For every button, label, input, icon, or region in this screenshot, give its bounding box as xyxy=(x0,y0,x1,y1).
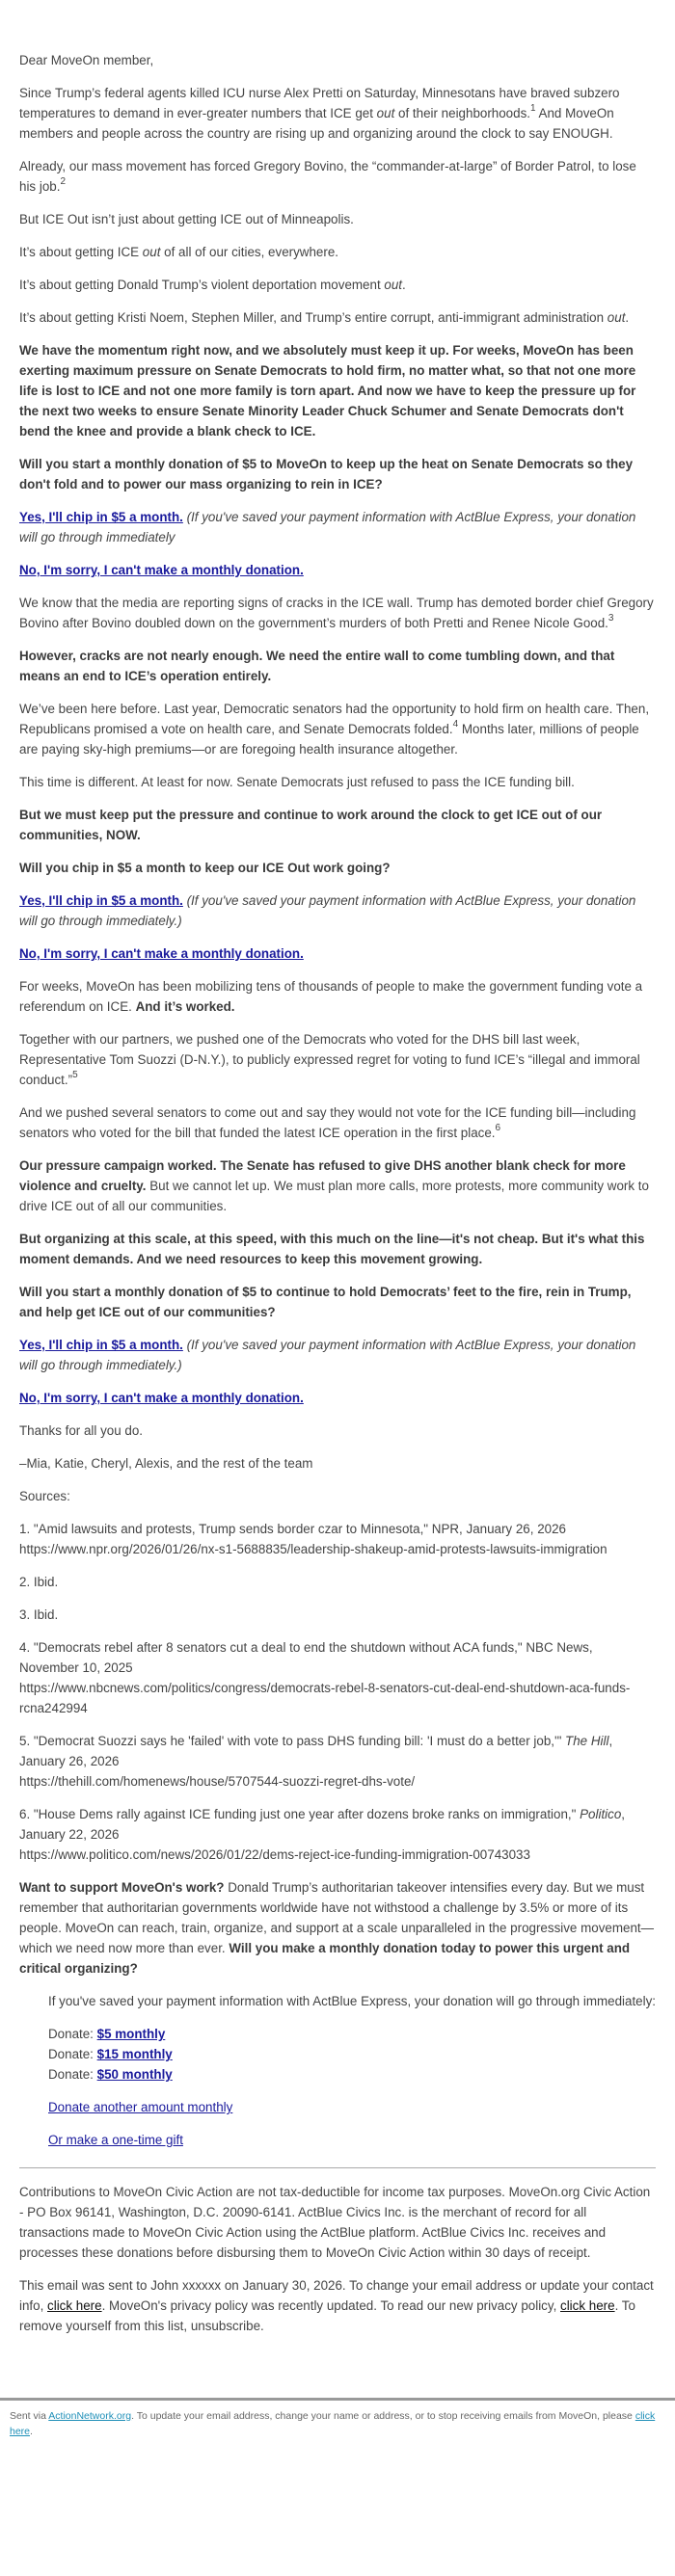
footnote-ref: 4 xyxy=(452,719,459,730)
paragraph xyxy=(19,1282,656,1322)
paragraph xyxy=(19,699,656,759)
decline-monthly-link[interactable]: No, I'm sorry, I can't make a monthly donation. xyxy=(19,563,304,577)
text: We know that the media are reporting signs of cracks in the ICE wall. Trump has demoted border chief Gregory Bovino after Bovino doubled down on the government’s murders of both Pretti and Renee Nicole Good. xyxy=(19,596,654,630)
text: of all of our cities, everywhere. xyxy=(160,245,338,259)
footnote-ref: 2 xyxy=(60,176,66,187)
text: However, cracks are not nearly enough. We need the entire wall to come tumbling down, and that means an end to ICE’s operation entirely. xyxy=(19,649,615,683)
source-url: https://www.politico.com/news/2026/01/22/dems-reject-ice-funding-immigration-00743033 xyxy=(19,1847,530,1862)
text: Want to support MoveOn's work? xyxy=(19,1880,225,1895)
text: , January 22, 2026 xyxy=(19,1807,626,1842)
donate-label: Donate: xyxy=(48,2047,97,2061)
footnote-ref: 5 xyxy=(72,1070,78,1080)
text: . xyxy=(30,2426,33,2437)
divider xyxy=(19,2167,656,2168)
paragraph xyxy=(19,340,656,441)
text: of their neighborhoods. xyxy=(394,106,530,120)
text: The Hill xyxy=(565,1734,609,1748)
text: For weeks, MoveOn has been mobilizing tens of thousands of people to make the government funding vote a referendum on ICE. xyxy=(19,979,643,1014)
chip-in-5-link[interactable]: Yes, I'll chip in $5 a month. xyxy=(19,893,183,908)
support-paragraph xyxy=(19,1877,656,1978)
text: . xyxy=(402,278,406,292)
text: 6. "House Dems rally against ICE funding just one year after dozens broke ranks on immigration," xyxy=(19,1807,580,1821)
text: Donald Trump’s authoritarian takeover intensifies every day. But we must remember that authoritarian governments worldwide have not withstood a challenge by 3.5% or more of its people. MoveOn can reach, train, organize, and support at a scale unparalleled in the progressive movement—which we need now more than ever. xyxy=(19,1880,655,1955)
paragraph xyxy=(19,454,656,494)
text: Already, our mass movement has forced Gregory Bovino, the “commander-at-large” of Border Patrol, to lose his job. xyxy=(19,159,636,194)
paragraph xyxy=(19,83,656,144)
paragraph xyxy=(19,805,656,845)
chip-in-5-link[interactable]: Yes, I'll chip in $5 a month. xyxy=(19,510,183,524)
paragraph xyxy=(19,242,656,262)
text: 1. "Amid lawsuits and protests, Trump sends border czar to Minnesota," NPR, January 26, 2026 xyxy=(19,1522,566,1536)
note: (If you've saved your payment information with ActBlue Express, your donation will go through immediately.) xyxy=(19,893,636,928)
paragraph xyxy=(19,646,656,686)
text: . To update your email address, change your name or address, or to stop receiving emails from MoveOn, please xyxy=(131,2410,635,2422)
cta-no xyxy=(19,1388,656,1408)
text: Will you make a monthly donation today to power this urgent and critical organizing? xyxy=(19,1941,631,1976)
manage-subscription-link[interactable]: click here xyxy=(10,2410,656,2437)
text: . To remove yourself from this list, unsubscribe. xyxy=(19,2298,635,2333)
text: But we cannot let up. We must plan more calls, more protests, more community work to drive ICE out of all our communities. xyxy=(19,1179,649,1213)
text: But we must keep put the pressure and continue to work around the clock to get ICE out of our communities, NOW. xyxy=(19,808,603,842)
note: (If you've saved your payment information with ActBlue Express, your donation will go through immediately.) xyxy=(19,1338,636,1372)
donate-label: Donate: xyxy=(48,2027,97,2041)
text: , January 26, 2026 xyxy=(19,1734,613,1768)
sources-label: Sources: xyxy=(19,1489,70,1503)
text: This email was sent to John xxxxxx on January 30, 2026. To change your email address or update your contact info, xyxy=(19,2278,654,2313)
donate-label: Donate: xyxy=(48,2067,97,2082)
signoff: –Mia, Katie, Cheryl, Alexis, and the rest of the team xyxy=(19,1456,313,1471)
paragraph xyxy=(19,976,656,1017)
text: 4. "Democrats rebel after 8 senators cut a deal to end the shutdown without ACA funds," NBC News, November 10, 2025 xyxy=(19,1640,593,1675)
cta-no xyxy=(19,560,656,580)
text: Will you start a monthly donation of $5 to MoveOn to keep up the heat on Senate Democrats so they don't fold and to power our mass organizing to rein in ICE? xyxy=(19,457,634,491)
text: And we pushed several senators to come out and say they would not vote for the ICE funding bill—including senators who voted for the bill that funded the latest ICE operation in the first place. xyxy=(19,1105,636,1140)
sent-to-notice xyxy=(19,2275,656,2336)
cta-no xyxy=(19,943,656,964)
one-time xyxy=(48,2130,656,2150)
donate-5-monthly-link[interactable]: $5 monthly xyxy=(96,2027,166,2041)
footnote-ref: 6 xyxy=(495,1123,501,1133)
cta-yes xyxy=(19,890,656,931)
paragraph: But ICE Out isn’t just about getting ICE out of Minneapolis. xyxy=(19,212,354,226)
text: out xyxy=(142,245,161,259)
legal-disclaimer: Contributions to MoveOn Civic Action are not tax-deductible for income tax purposes. MoveOn.org Civic Action - PO Box 96141, Washington, D.C. 20090-6141. ActBlue Civics Inc. is the merchant of record for all transactions made to MoveOn Civic Action using the ActBlue platform. ActBlue Civics Inc. receives and processes these donations before disbursing them to MoveOn Civic Action within 30 days of receipt. xyxy=(19,2185,651,2260)
chip-in-5-link[interactable]: Yes, I'll chip in $5 a month. xyxy=(19,1338,183,1352)
decline-monthly-link[interactable]: No, I'm sorry, I can't make a monthly donation. xyxy=(19,1391,304,1405)
source-item: 3. Ibid. xyxy=(19,1607,59,1622)
text: 5. "Democrat Suozzi says he 'failed' with vote to pass DHS funding bill: 'I must do a better job,'" xyxy=(19,1734,566,1748)
actionnetwork-link[interactable]: ActionNetwork.org xyxy=(48,2410,132,2422)
cta-yes xyxy=(19,507,656,547)
source-item xyxy=(19,1731,656,1792)
text: It’s about getting ICE xyxy=(19,245,143,259)
privacy-policy-link[interactable]: click here xyxy=(560,2298,615,2313)
email-footer xyxy=(0,2398,675,2468)
paragraph xyxy=(19,156,656,197)
text: Politico xyxy=(580,1807,622,1821)
paragraph xyxy=(19,275,656,295)
text: Together with our partners, we pushed one of the Democrats who voted for the DHS bill last week, Representative Tom Suozzi (D-N.Y.), to publicly expressed regret for voting to fund ICE’s “illegal and immoral conduct.” xyxy=(19,1032,640,1087)
paragraph xyxy=(19,1029,656,1090)
text: . MoveOn's privacy policy was recently updated. To read our new privacy policy, xyxy=(101,2298,561,2313)
donate-50-monthly-link[interactable]: $50 monthly xyxy=(96,2067,173,2082)
text: out xyxy=(384,278,403,292)
one-time-gift-link[interactable]: Or make a one-time gift xyxy=(48,2133,183,2147)
footnote-ref: 1 xyxy=(530,103,536,114)
text: out xyxy=(607,310,626,325)
text: . xyxy=(625,310,630,325)
paragraph xyxy=(19,593,656,633)
donate-other-amount-link[interactable]: Donate another amount monthly xyxy=(48,2100,233,2114)
text: out xyxy=(376,106,395,120)
paragraph: This time is different. At least for now. Senate Democrats just refused to pass the ICE funding bill. xyxy=(19,775,575,789)
text: Months later, millions of people are paying sky-high premiums—or are foregoing health insurance altogether. xyxy=(19,722,639,757)
text: Our pressure campaign worked. The Senate has refused to give DHS another blank check for more violence and cruelty. xyxy=(19,1158,626,1193)
text: But organizing at this scale, at this speed, with this much on the line—it's not cheap. But it's what this moment demands. And we need resources to keep this movement growing. xyxy=(19,1232,645,1266)
paragraph xyxy=(19,1229,656,1269)
text: And it’s worked. xyxy=(135,999,235,1014)
other-amount xyxy=(48,2097,656,2117)
text: And MoveOn members and people across the country are rising up and organizing around the clock to say ENOUGH. xyxy=(19,106,614,141)
note: (If you've saved your payment information with ActBlue Express, your donation will go through immediately xyxy=(19,510,636,544)
donate-intro: If you've saved your payment information with ActBlue Express, your donation will go through immediately: xyxy=(48,1994,657,2008)
text: We’ve been here before. Last year, Democratic senators had the opportunity to hold firm on health care. Then, Republicans promised a vote on health care, and Senate Democrats folded. xyxy=(19,702,650,736)
source-url: https://www.npr.org/2026/01/26/nx-s1-5688835/leadership-shakeup-amid-protests-lawsuits-immigration xyxy=(19,1542,608,1556)
text: Since Trump’s federal agents killed ICU nurse Alex Pretti on Saturday, Minnesotans have braved subzero temperatures to demand in ever-greater numbers that ICE get xyxy=(19,86,620,120)
update-contact-link[interactable]: click here xyxy=(47,2298,102,2313)
text: Will you start a monthly donation of $5 to continue to hold Democrats’ feet to the fire, rein in Trump, and help get ICE out of our communities? xyxy=(19,1285,632,1319)
text: We have the momentum right now, and we absolutely must keep it up. For weeks, MoveOn has been exerting maximum pressure on Senate Democrats to hold firm, no matter what, so that not one more life is lost to ICE and not one more family is torn apart. And now we have to keep the pressure up for the next two weeks to ensure Senate Minority Leader Chuck Schumer and Senate Democrats don't bend the knee and provide a blank check to ICE. xyxy=(19,343,636,438)
paragraph xyxy=(19,858,656,878)
paragraph xyxy=(19,1102,656,1143)
source-item xyxy=(19,1804,656,1865)
cta-yes xyxy=(19,1335,656,1375)
text: It’s about getting Donald Trump’s violent deportation movement xyxy=(19,278,385,292)
paragraph xyxy=(19,1155,656,1216)
greeting: Dear MoveOn member, xyxy=(19,53,154,67)
donate-15-monthly-link[interactable]: $15 monthly xyxy=(96,2047,173,2061)
footnote-ref: 3 xyxy=(608,613,614,624)
donate-amounts xyxy=(48,2024,656,2085)
text: It’s about getting Kristi Noem, Stephen Miller, and Trump’s entire corrupt, anti-immigrant administration xyxy=(19,310,608,325)
text: Will you chip in $5 a month to keep our ICE Out work going? xyxy=(19,861,391,875)
source-url: https://www.nbcnews.com/politics/congress/democrats-rebel-8-senators-cut-deal-end-shutdown-aca-funds-rcna242994 xyxy=(19,1681,631,1715)
thanks: Thanks for all you do. xyxy=(19,1423,144,1438)
decline-monthly-link[interactable]: No, I'm sorry, I can't make a monthly donation. xyxy=(19,946,304,961)
donate-box xyxy=(19,1991,656,2150)
source-item xyxy=(19,1519,656,1559)
paragraph xyxy=(19,307,656,328)
text: Sent via xyxy=(10,2410,49,2422)
source-item: 2. Ibid. xyxy=(19,1575,59,1589)
source-item xyxy=(19,1637,656,1718)
source-url: https://thehill.com/homenews/house/5707544-suozzi-regret-dhs-vote/ xyxy=(19,1774,416,1789)
